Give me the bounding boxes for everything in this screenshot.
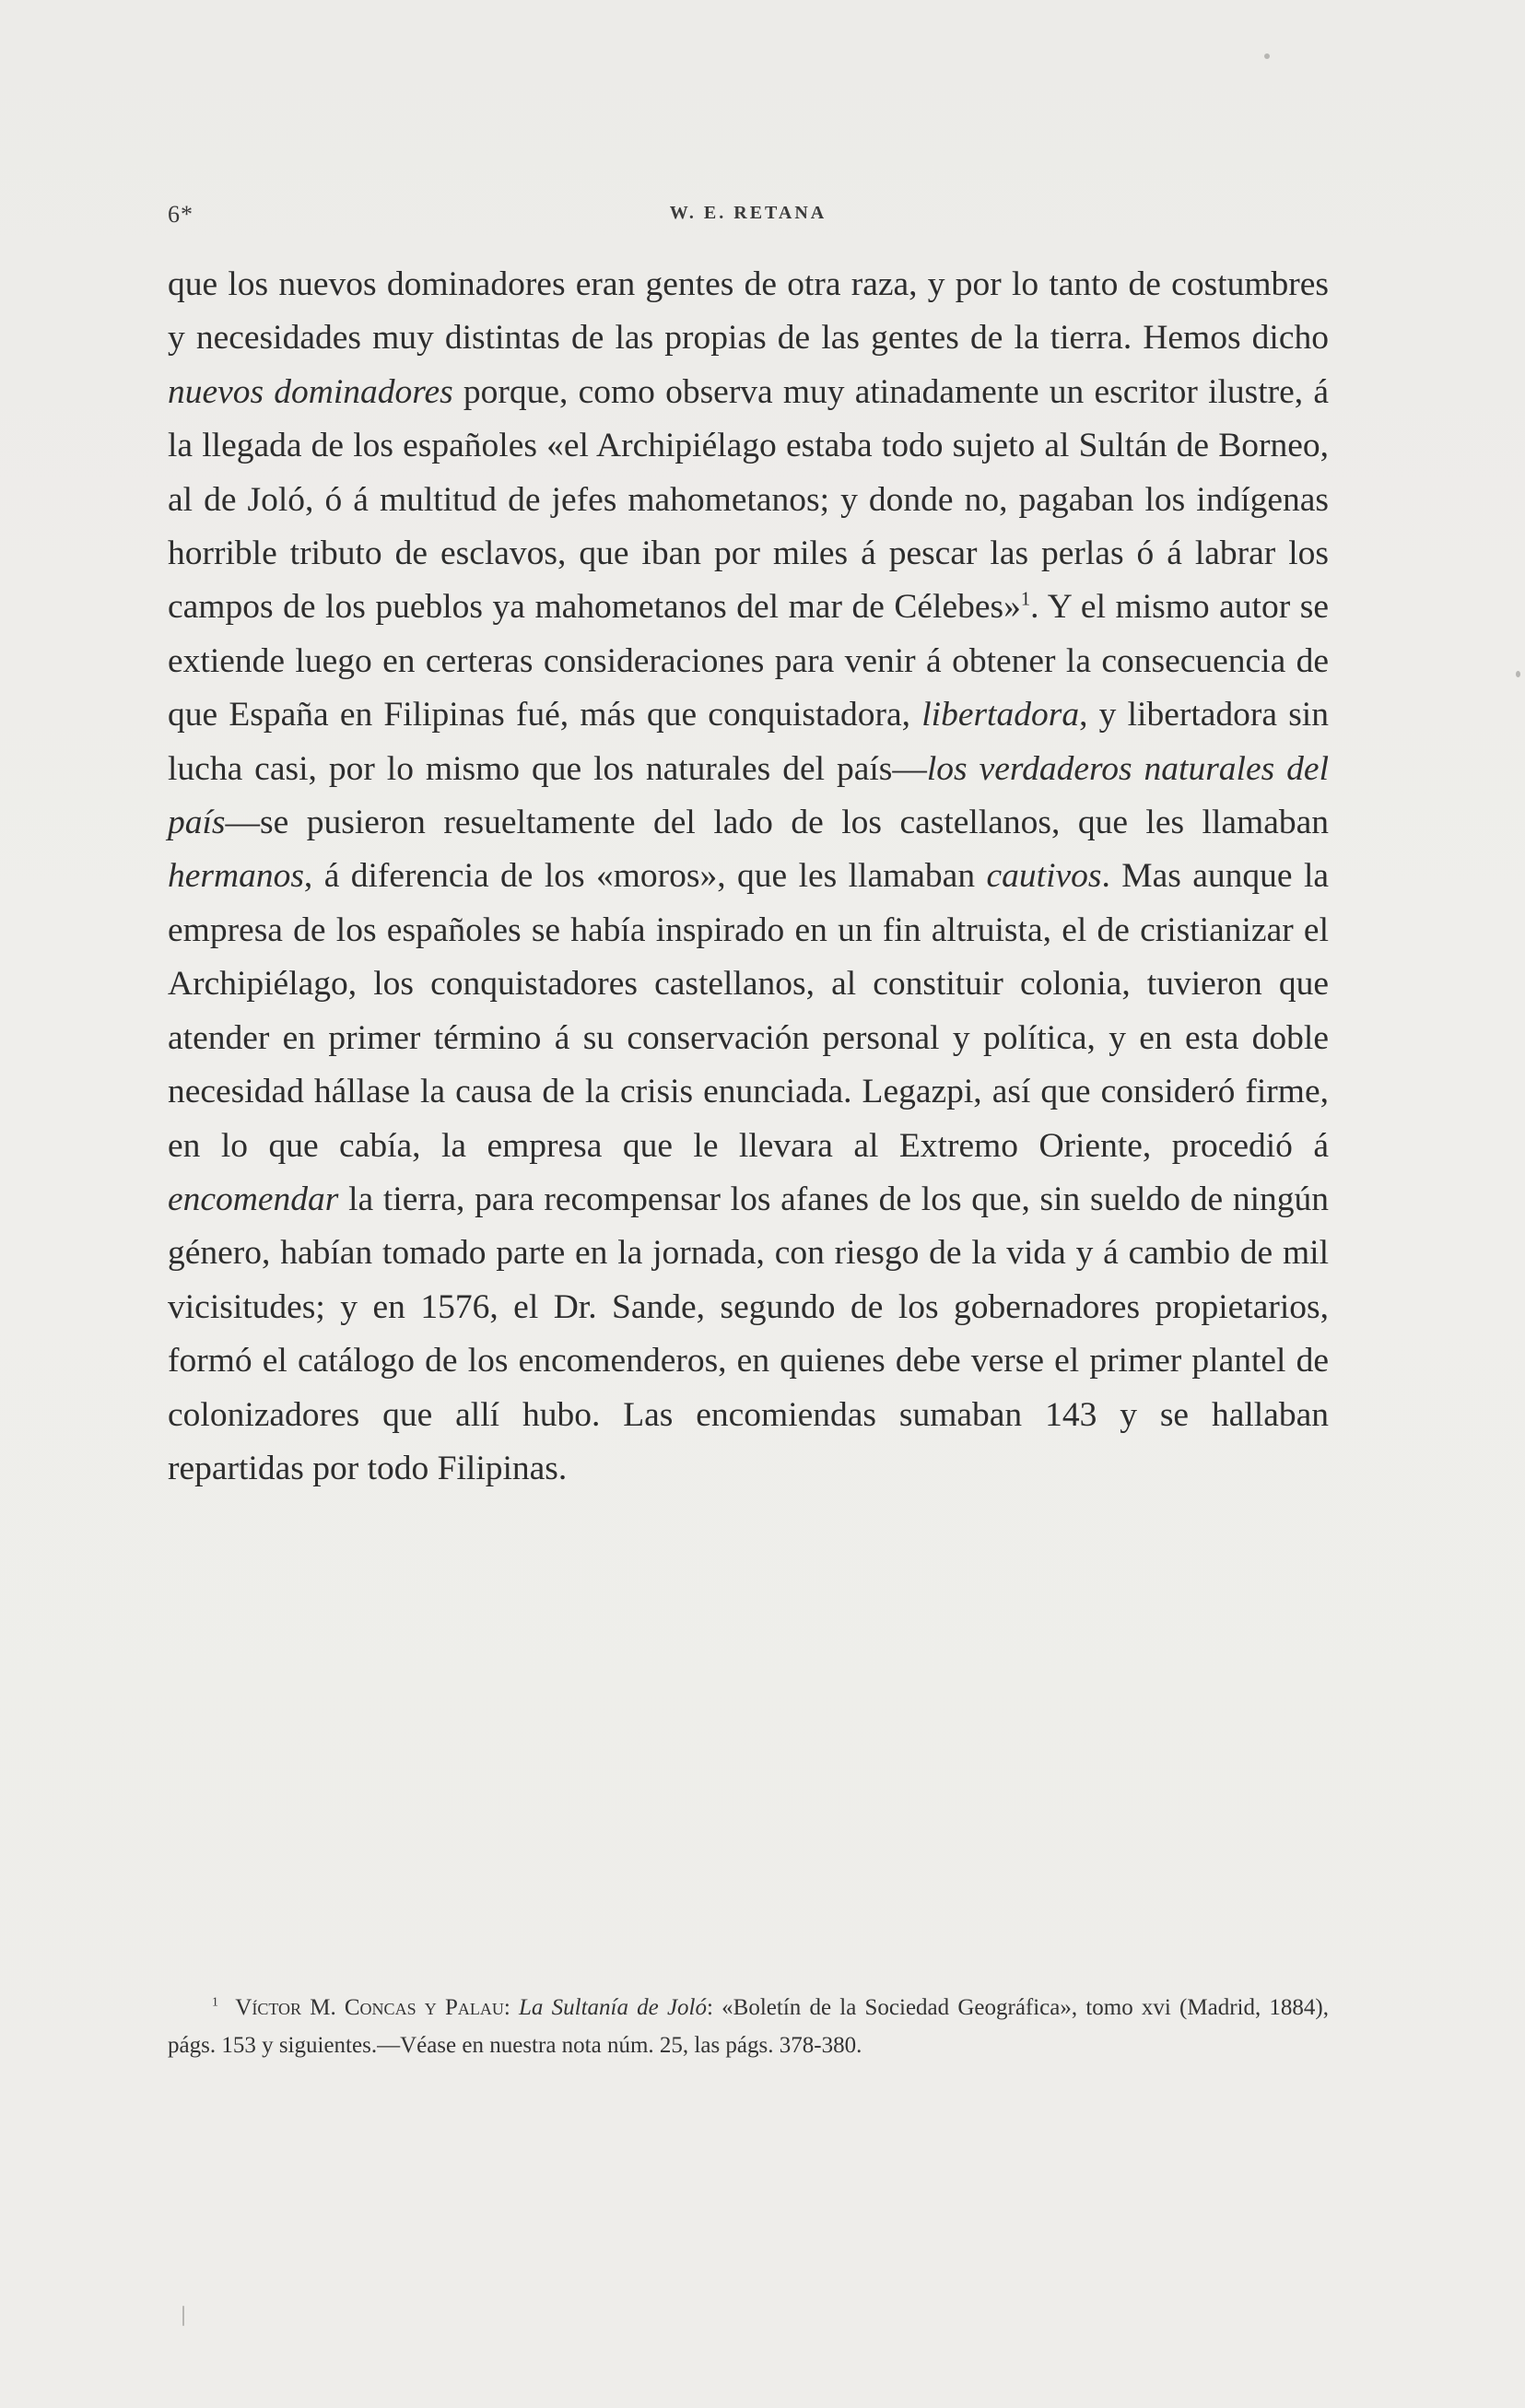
footnote-citation: : «Boletín de la Sociedad Geográfica», tomo xvi (Madrid, 1884), págs. 153 y siguientes.—Véase en nuestra nota núm. 25, las págs. 378-380. [168,1995,1330,2058]
italic-phrase: nuevos dominadores [168,372,453,411]
paper-speck [1516,671,1520,677]
footnote [168,1989,1329,2064]
text-segment: que los nuevos dominadores eran gentes de otra raza, y por lo tanto de costumbres y necesidades muy distintas de las propias de las gentes de la tierra. Hemos dicho [168,265,1329,358]
main-paragraph [168,258,1329,1496]
paper-speck [182,2306,184,2326]
paper-speck [1264,53,1270,59]
footnote-reference[interactable]: 1 [1020,589,1031,610]
text-segment: , y libertadora sin lucha casi, por lo mismo que los naturales del país— [168,696,1329,788]
italic-phrase: cautivos [986,857,1102,896]
text-segment: . Y el mismo autor se extiende luego en certeras consideraciones para venir á obtener la consecuencia de que España en Filipinas fué, más que conquistadora, [168,588,1329,734]
footnote-title: La Sultanía de Joló [519,1995,708,2020]
footnote-mark: 1 [212,1994,218,2009]
italic-phrase: hermanos [168,857,304,896]
footnote-author: Víctor M. Concas y Palau [235,1995,504,2020]
body-text [168,258,1329,1496]
text-segment: —se pusieron resueltamente del lado de los castellanos, que les llamaban [225,804,1329,842]
page-header [168,201,1329,238]
italic-phrase: libertadora [921,696,1080,734]
italic-phrase: encomendar [168,1180,339,1218]
text-segment: , á diferencia de los «moros», que les llamaban [303,857,987,896]
footnotes [168,1989,1329,2064]
text-segment: la tierra, para recompensar los afanes de los que, sin sueldo de ningún género, habían tomado parte en la jornada, con riesgo de la vida y á cambio de mil vicisitudes; y en 1576, el Dr. Sande, segundo de los gobernadores propietarios, formó el catálogo de los encomenderos, en quienes debe verse el primer plantel de colonizadores que allí hubo. Las encomiendas sumaban 143 y se hallaban repartidas por todo Filipinas. [168,1180,1329,1487]
footnote-separator: : [503,1995,520,2020]
page-number: 6* [168,201,194,228]
running-head: W. E. RETANA [669,203,827,223]
italic-phrase: los verdaderos naturales del país [168,749,1329,842]
text-segment: . Mas aunque la empresa de los españoles se había inspirado en un fin altruista, el de cristianizar el Archipiélago, los conquistadores castellanos, al constituir colonia, tuvieron que atender en primer término á su conservación personal y política, y en esta doble necesidad hállase la causa de la crisis enunciada. Legazpi, así que consideró firme, en lo que cabía, la empresa que le llevara al Extremo Oriente, procedió á [168,857,1330,1165]
text-segment: porque, como observa muy atinadamente un escritor ilustre, á la llegada de los españoles «el Archipiélago estaba todo sujeto al Sultán de Borneo, al de Joló, ó á multitud de jefes mahometanos; y donde no, pagaban los indígenas horrible tributo de esclavos, que iban por miles á pescar las perlas ó á labrar los campos de los pueblos ya mahometanos del mar de Célebes» [168,372,1329,627]
